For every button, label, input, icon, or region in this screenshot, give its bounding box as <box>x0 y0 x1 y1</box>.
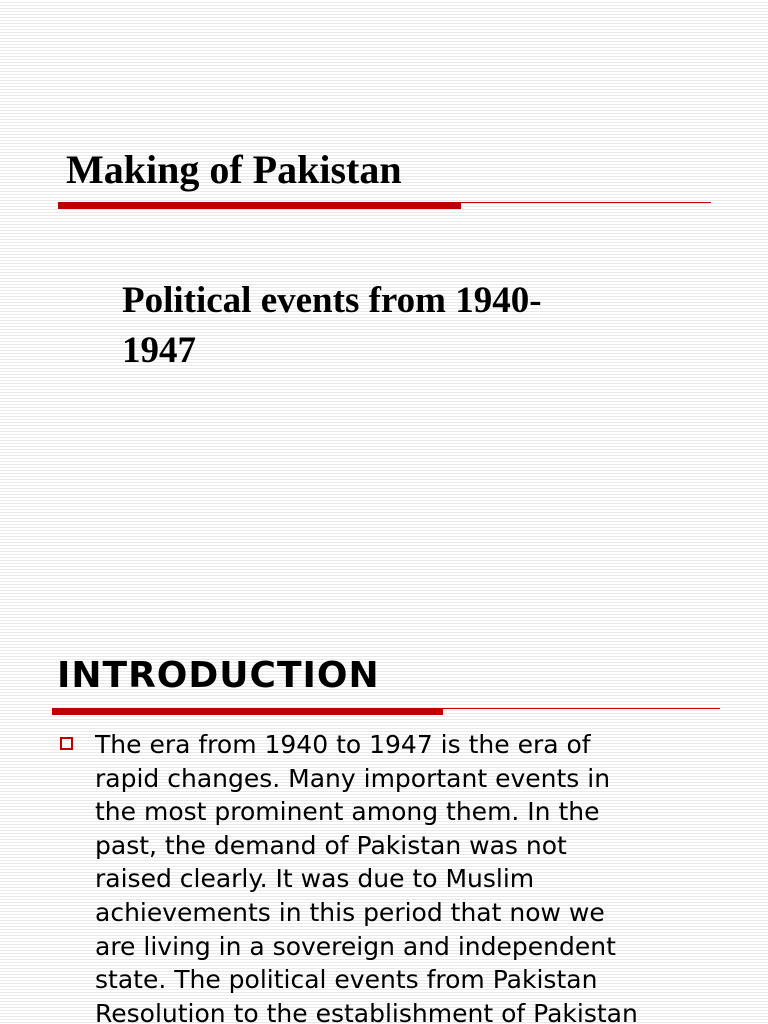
bullet-line: Resolution to the establishment of Pakistan <box>95 998 638 1024</box>
slide-subtitle <box>122 276 662 376</box>
bullet-line: achievements in this period that now we <box>95 897 605 927</box>
bullet-line: past, the demand of Pakistan was not <box>95 830 567 860</box>
bullet-line: rapid changes. Many important events in <box>95 763 611 793</box>
bullet-line: the most prominent among them. In the <box>95 797 600 827</box>
slide-introduction <box>0 620 768 1024</box>
subtitle-line: Political events from 1940- <box>122 280 542 321</box>
slide-heading: INTRODUCTION <box>57 655 380 696</box>
heading-underline-thin <box>443 708 720 709</box>
subtitle-line: 1947 <box>122 330 196 371</box>
bullet-line: raised clearly. It was due to Muslim <box>95 864 535 894</box>
bullet-line: are living in a sovereign and independent <box>95 931 616 961</box>
title-underline-thin <box>461 202 711 203</box>
slide-title: Making of Pakistan <box>66 147 402 192</box>
bullet-line: state. The political events from Pakistan <box>95 965 598 995</box>
square-bullet-icon <box>60 737 73 750</box>
bullet-text <box>95 728 705 1024</box>
bullet-line: The era from 1940 to 1947 is the era of <box>95 730 591 759</box>
heading-underline-thick <box>52 708 443 715</box>
title-underline-thick <box>58 202 461 209</box>
